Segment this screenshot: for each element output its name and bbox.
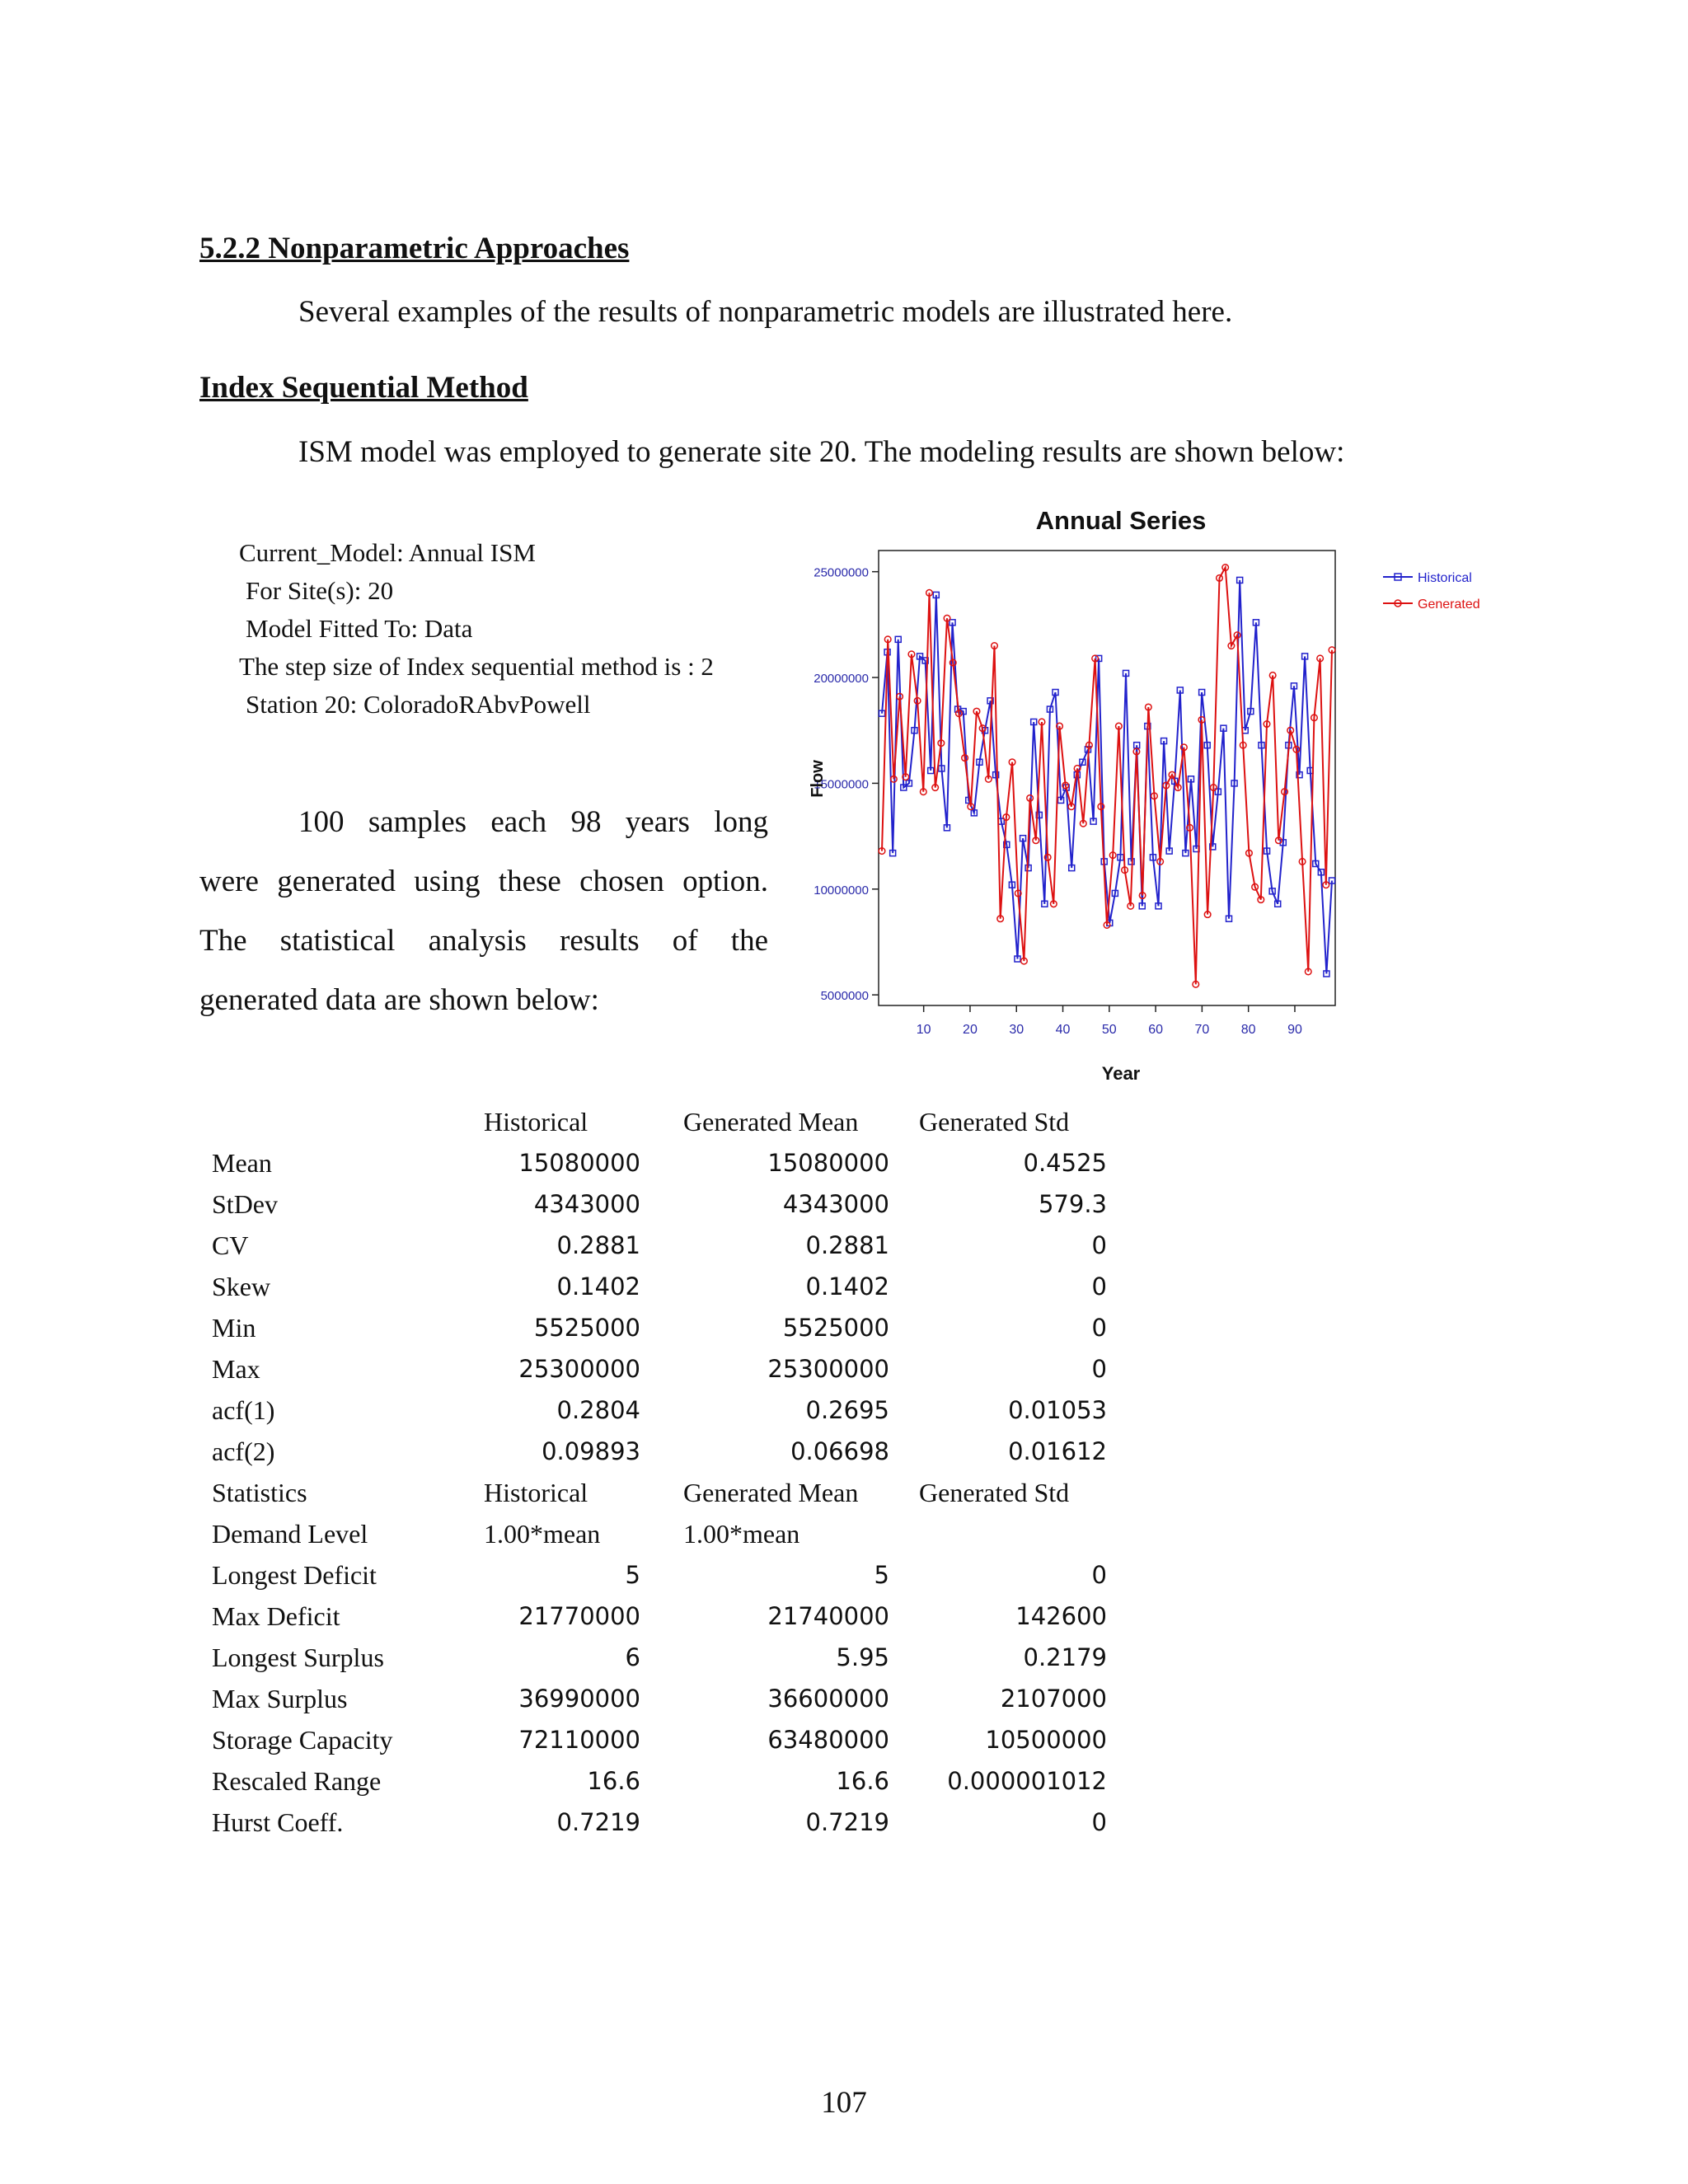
table-cell-historical: 5525000 (533, 1314, 640, 1342)
body-line: 100 samples each 98 years long (298, 805, 768, 839)
table-cell-historical: 16.6 (587, 1767, 640, 1795)
table-cell-historical: 21770000 (518, 1602, 640, 1630)
table-row (202, 1760, 1114, 1802)
table-cell-gen-std: Generated Std (919, 1477, 1070, 1507)
table-cell-gen-mean: 5525000 (782, 1314, 889, 1342)
table-cell-historical: 36990000 (518, 1685, 640, 1713)
table-row (202, 1390, 1114, 1431)
table-cell-historical: 0.1402 (556, 1272, 640, 1301)
x-tick-label: 20 (963, 1023, 978, 1037)
table-row (202, 1266, 1114, 1307)
y-tick-label: 20000000 (814, 672, 869, 687)
table-cell-label: Mean (212, 1147, 272, 1178)
statistics-table (202, 1101, 1114, 1843)
table-cell-gen-mean: 0.2881 (805, 1231, 889, 1259)
table-cell-historical: 0.7219 (556, 1808, 640, 1836)
table-cell-label: Max Deficit (212, 1601, 340, 1631)
table-cell-historical: 4343000 (533, 1190, 640, 1218)
table-cell-gen-std: 0.000001012 (947, 1767, 1107, 1795)
table-row (202, 1225, 1114, 1266)
table-cell-gen-std: 0.2179 (1023, 1643, 1107, 1671)
table-row (202, 1554, 1114, 1596)
table-cell-gen-std: 0 (1091, 1231, 1107, 1259)
table-cell-historical: Historical (484, 1106, 588, 1137)
table-cell-gen-mean: 0.1402 (805, 1272, 889, 1301)
method-heading: Index Sequential Method (199, 371, 528, 405)
page-number: 107 (821, 2086, 867, 2120)
table-row (202, 1183, 1114, 1225)
series-layer (879, 565, 1335, 987)
table-cell-gen-std: 0 (1091, 1272, 1107, 1301)
body-line: were generated using these chosen option. (199, 865, 768, 898)
x-tick-label: 30 (1009, 1023, 1025, 1037)
table-cell-label: Storage Capacity (212, 1724, 393, 1755)
table-cell-gen-std: 142600 (1015, 1602, 1107, 1630)
x-tick-label: 60 (1148, 1023, 1164, 1037)
legend-label: Historical (1418, 571, 1472, 585)
annual-series-chart (791, 494, 1492, 1096)
table-cell-historical: 0.2804 (556, 1396, 640, 1424)
table-cell-gen-mean: 63480000 (767, 1726, 889, 1754)
table-row (202, 1678, 1114, 1719)
model-info-line: Station 20: ColoradoRAbvPowell (246, 690, 591, 719)
table-cell-label: Hurst Coeff. (212, 1807, 344, 1837)
table-cell-historical: 72110000 (518, 1726, 640, 1754)
x-tick-label: 40 (1055, 1023, 1071, 1037)
table-cell-gen-std: 0 (1091, 1355, 1107, 1383)
x-tick-label: 10 (916, 1023, 931, 1037)
table-cell-gen-mean: 25300000 (767, 1355, 889, 1383)
series-generated (879, 565, 1335, 987)
table-cell-gen-std: Generated Std (919, 1106, 1070, 1137)
table-cell-label: acf(2) (212, 1436, 275, 1466)
table-cell-gen-std (899, 1513, 1114, 1554)
table-cell-gen-mean: 36600000 (767, 1685, 889, 1713)
table-row (202, 1596, 1114, 1637)
table-cell-label: Demand Level (212, 1518, 368, 1549)
method-intro-text: ISM model was employed to generate site 20. The modeling results are shown below: (298, 435, 1345, 469)
table-row (202, 1348, 1114, 1390)
table-row (202, 1142, 1114, 1183)
model-info-line: The step size of Index sequential method is : 2 (239, 652, 714, 681)
table-cell-gen-mean: 0.2695 (805, 1396, 889, 1424)
table-cell-label: Skew (212, 1271, 271, 1301)
table-cell-historical: 0.09893 (542, 1437, 640, 1465)
table-cell-gen-std: 579.3 (1038, 1190, 1107, 1218)
table-cell-historical: 6 (625, 1643, 640, 1671)
y-tick-label: 15000000 (814, 777, 869, 792)
x-axis-label: Year (1101, 1063, 1141, 1084)
table-cell-historical: 25300000 (518, 1355, 640, 1383)
table-header-row (202, 1472, 1114, 1513)
table-cell-label: StDev (212, 1188, 278, 1219)
table-cell-label: Longest Deficit (212, 1559, 377, 1590)
y-tick-label: 25000000 (814, 565, 869, 580)
table-cell-historical: 1.00*mean (484, 1518, 601, 1549)
body-paragraph (199, 793, 768, 1030)
model-info-line: Model Fitted To: Data (246, 614, 473, 643)
table-cell-historical: 15080000 (518, 1149, 640, 1177)
table-cell-label: acf(1) (212, 1394, 275, 1425)
table-cell-gen-std: 0 (1091, 1314, 1107, 1342)
table-cell-label: Longest Surplus (212, 1642, 384, 1672)
table-cell-gen-mean: 4343000 (782, 1190, 889, 1218)
table-cell-historical: Historical (484, 1477, 588, 1507)
table-row (202, 1637, 1114, 1678)
table-cell-gen-mean: 21740000 (767, 1602, 889, 1630)
table-cell-label: Max Surplus (212, 1683, 348, 1713)
table-cell-gen-std: 0.4525 (1023, 1149, 1107, 1177)
model-info-line: Current_Model: Annual ISM (239, 538, 536, 567)
x-tick-label: 50 (1101, 1023, 1117, 1037)
x-tick-label: 70 (1194, 1023, 1210, 1037)
table-cell-label: Min (212, 1312, 256, 1343)
table-cell-label: CV (212, 1230, 249, 1260)
table-cell-gen-mean: 1.00*mean (683, 1518, 800, 1549)
table-header-row (202, 1513, 1114, 1554)
table-cell-gen-mean: 0.7219 (805, 1808, 889, 1836)
table-cell-gen-std: 2107000 (1000, 1685, 1107, 1713)
table-cell-gen-mean: 0.06698 (790, 1437, 889, 1465)
chart-legend (1383, 571, 1480, 612)
x-tick-label: 90 (1287, 1023, 1302, 1037)
table-cell-label (202, 1101, 474, 1142)
table-cell-gen-std: 0.01053 (1008, 1396, 1107, 1424)
y-tick-label: 10000000 (814, 883, 869, 898)
y-tick-label: 5000000 (820, 989, 869, 1004)
body-line: generated data are shown below: (199, 983, 599, 1017)
intro-text: Several examples of the results of nonparametric models are illustrated here. (298, 295, 1233, 329)
y-axis-label: Flow (809, 760, 827, 798)
table-cell-historical: 5 (625, 1561, 640, 1589)
table-cell-label: Statistics (212, 1477, 307, 1507)
section-heading: 5.2.2 Nonparametric Approaches (199, 232, 630, 265)
table-row (202, 1431, 1114, 1472)
table-cell-gen-std: 0.01612 (1008, 1437, 1107, 1465)
table-cell-label: Max (212, 1353, 260, 1384)
model-info-line: For Site(s): 20 (246, 576, 394, 605)
model-info (239, 534, 714, 724)
x-tick-label: 80 (1240, 1023, 1256, 1037)
table-cell-gen-mean: 15080000 (767, 1149, 889, 1177)
table-cell-gen-mean: 5.95 (836, 1643, 889, 1671)
table-cell-historical: 0.2881 (556, 1231, 640, 1259)
table-row (202, 1719, 1114, 1760)
body-line: The statistical analysis results of the (199, 924, 768, 958)
table-cell-gen-std: 0 (1091, 1561, 1107, 1589)
table-cell-gen-mean: 5 (874, 1561, 889, 1589)
table-row (202, 1802, 1114, 1843)
x-axis (917, 1005, 1302, 1037)
table-cell-gen-std: 10500000 (985, 1726, 1107, 1754)
table-cell-gen-std: 0 (1091, 1808, 1107, 1836)
table-cell-gen-mean: Generated Mean (683, 1477, 859, 1507)
table-cell-label: Rescaled Range (212, 1765, 382, 1796)
legend-label: Generated (1418, 598, 1480, 612)
table-cell-gen-mean: 16.6 (836, 1767, 889, 1795)
table-cell-gen-mean: Generated Mean (683, 1106, 859, 1137)
table-row (202, 1307, 1114, 1348)
chart-title: Annual Series (1035, 506, 1207, 535)
table-header-row (202, 1101, 1114, 1142)
